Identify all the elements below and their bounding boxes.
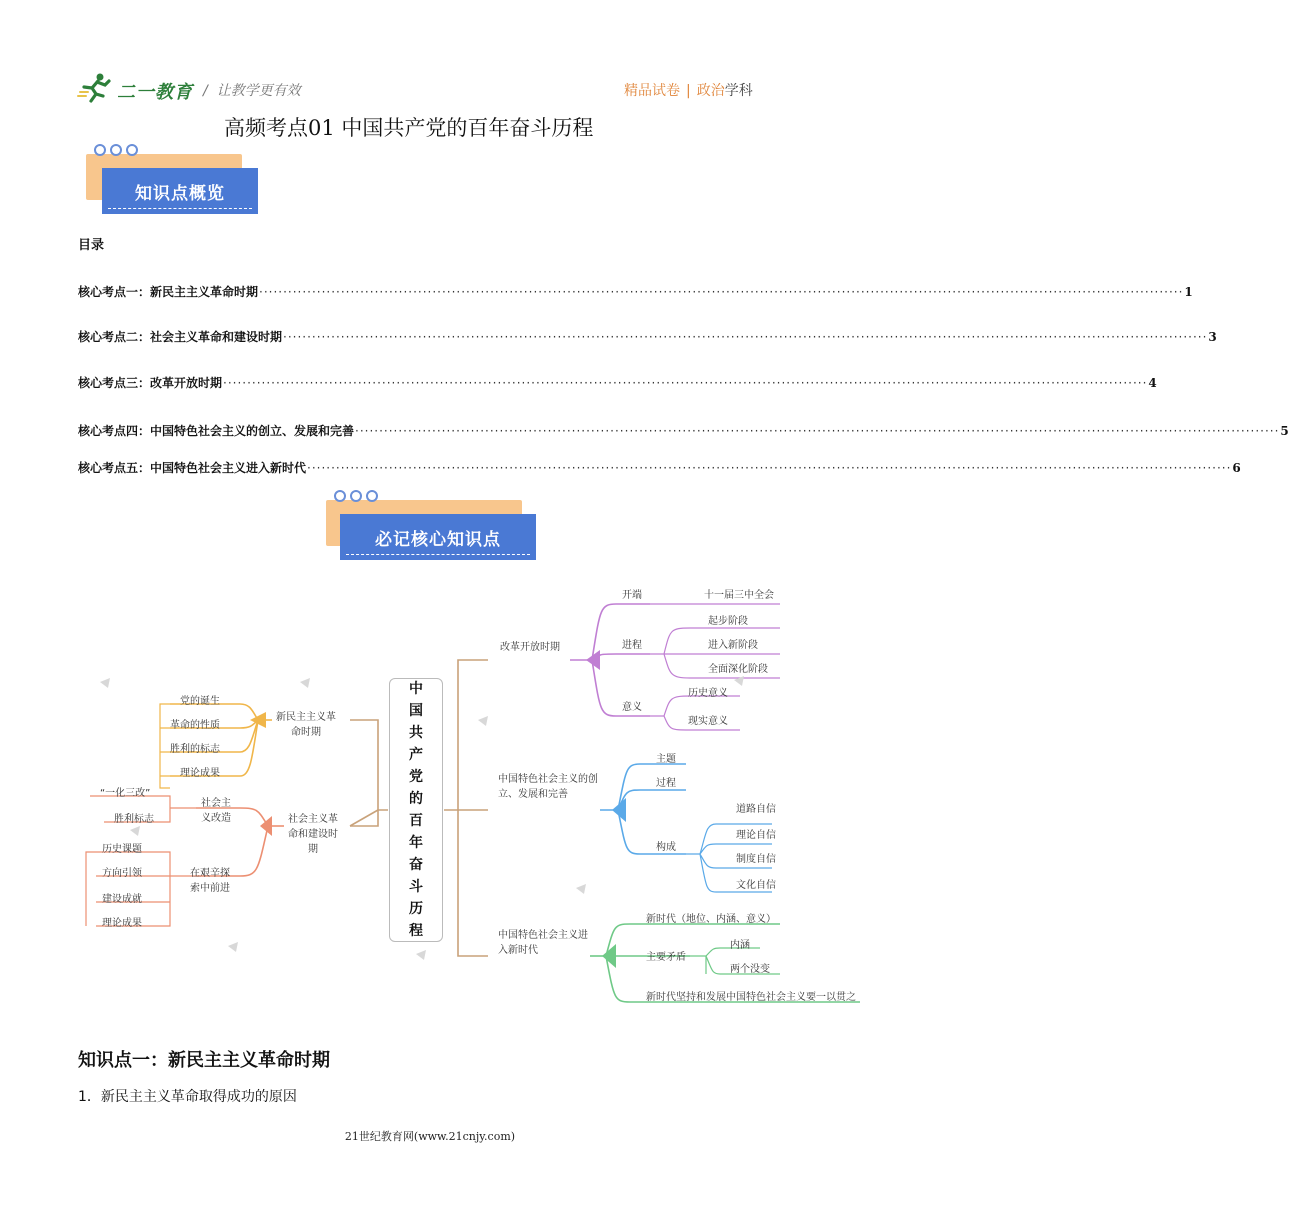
page-title: 高频考点01 中国共产党的百年奋斗历程 [224, 116, 594, 140]
leaf-node: 胜利的标志 [170, 744, 220, 755]
leaf-node: 起步阶段 [708, 616, 748, 627]
node-process: 进程 [622, 640, 642, 651]
leaf-node: 理论自信 [736, 830, 776, 841]
toc-heading: 目录 [78, 238, 105, 253]
leaf-node: 胜利标志 [114, 814, 154, 825]
leaf-node: 十一届三中全会 [704, 590, 774, 601]
leaf-node: 现实意义 [688, 716, 728, 727]
node-composition: 构成 [656, 842, 676, 853]
node-meaning: 意义 [622, 702, 642, 713]
leaf-node: 文化自信 [736, 880, 776, 891]
leaf-node: 新时代（地位、内涵、意义） [646, 914, 776, 925]
tag-right: 学科 [724, 83, 753, 99]
banner-core-points [326, 488, 538, 564]
mind-map-center: 中 国 共 产 党 的 百 年 奋 斗 历 程 [389, 678, 443, 942]
leaf-node: 党的诞生 [180, 696, 220, 707]
leaf-node: 历史课题 [102, 844, 142, 855]
leaf-node: 方向引领 [102, 868, 142, 879]
node-hard-exploration: 在艰辛探索中前进 [190, 868, 230, 894]
leaf-node: 革命的性质 [170, 720, 220, 731]
toc-item[interactable]: 核心考点二：社会主义革命和建设时期 ································································································································································································ 3 [78, 330, 1217, 344]
slogan: / 让教学更有效 [203, 83, 301, 99]
toc-item[interactable]: 核心考点五：中国特色社会主义进入新时代 ································································································································································································ 6 [78, 461, 1241, 475]
node-new-democratic-revolution: 新民主主义革命时期 [276, 712, 336, 738]
toc-item[interactable]: 核心考点三：改革开放时期 ································································································································································································ 4 [78, 376, 1157, 390]
tag-left: 精品试卷 [624, 83, 680, 99]
subject-tag: 精品试卷 | 政治学科 [624, 83, 753, 99]
leaf-node: 全面深化阶段 [708, 664, 768, 675]
node-reform-opening: 改革开放时期 [500, 642, 560, 653]
leaf-node: 理论成果 [102, 918, 142, 929]
runner-logo-icon [78, 72, 114, 102]
section-heading: 知识点一：新民主主义革命时期 [78, 1050, 330, 1071]
brand-name: 二一教育 [117, 82, 193, 103]
toc-item[interactable]: 核心考点四：中国特色社会主义的创立、发展和完善 ································································································································································································ 5 [78, 424, 1289, 438]
leaf-node: 两个没变 [730, 964, 770, 975]
node-theme: 主题 [656, 754, 676, 765]
paragraph: 1．新民主主义革命取得成功的原因 [78, 1089, 297, 1105]
toc-item[interactable]: 核心考点一：新民主主义革命时期 ································································································································································································ 1 [78, 285, 1193, 299]
leaf-node: 制度自信 [736, 854, 776, 865]
header [0, 0, 860, 140]
footer: 21世纪教育网(www.21cnjy.com) [344, 1130, 516, 1143]
tag-mid: 政治 [696, 83, 725, 99]
node-main-contradiction: 主要矛盾 [646, 952, 686, 963]
banner-title: 知识点概览 [135, 183, 225, 204]
node-socialist-transformation: 社会主义改造 [201, 798, 231, 824]
leaf-node: “一化三改” [100, 788, 151, 799]
leaf-node: 进入新阶段 [708, 640, 758, 651]
leaf-node: 历史意义 [688, 688, 728, 699]
mind-map [0, 570, 860, 1010]
leaf-node: 新时代坚持和发展中国特色社会主义要一以贯之 [646, 992, 856, 1003]
node-new-era: 中国特色社会主义进入新时代 [498, 930, 588, 956]
leaf-node: 道路自信 [736, 804, 776, 815]
banner-title: 必记核心知识点 [375, 529, 501, 550]
node-course: 过程 [656, 778, 676, 789]
node-socialism-chinese-characteristics: 中国特色社会主义的创立、发展和完善 [498, 774, 598, 800]
node-start: 开端 [622, 590, 642, 601]
node-socialist-revolution: 社会主义革命和建设时期 [288, 814, 338, 855]
leaf-node: 理论成果 [180, 768, 220, 779]
leaf-node: 建设成就 [102, 894, 142, 905]
leaf-node: 内涵 [730, 940, 750, 951]
banner-knowledge-overview [86, 142, 258, 218]
